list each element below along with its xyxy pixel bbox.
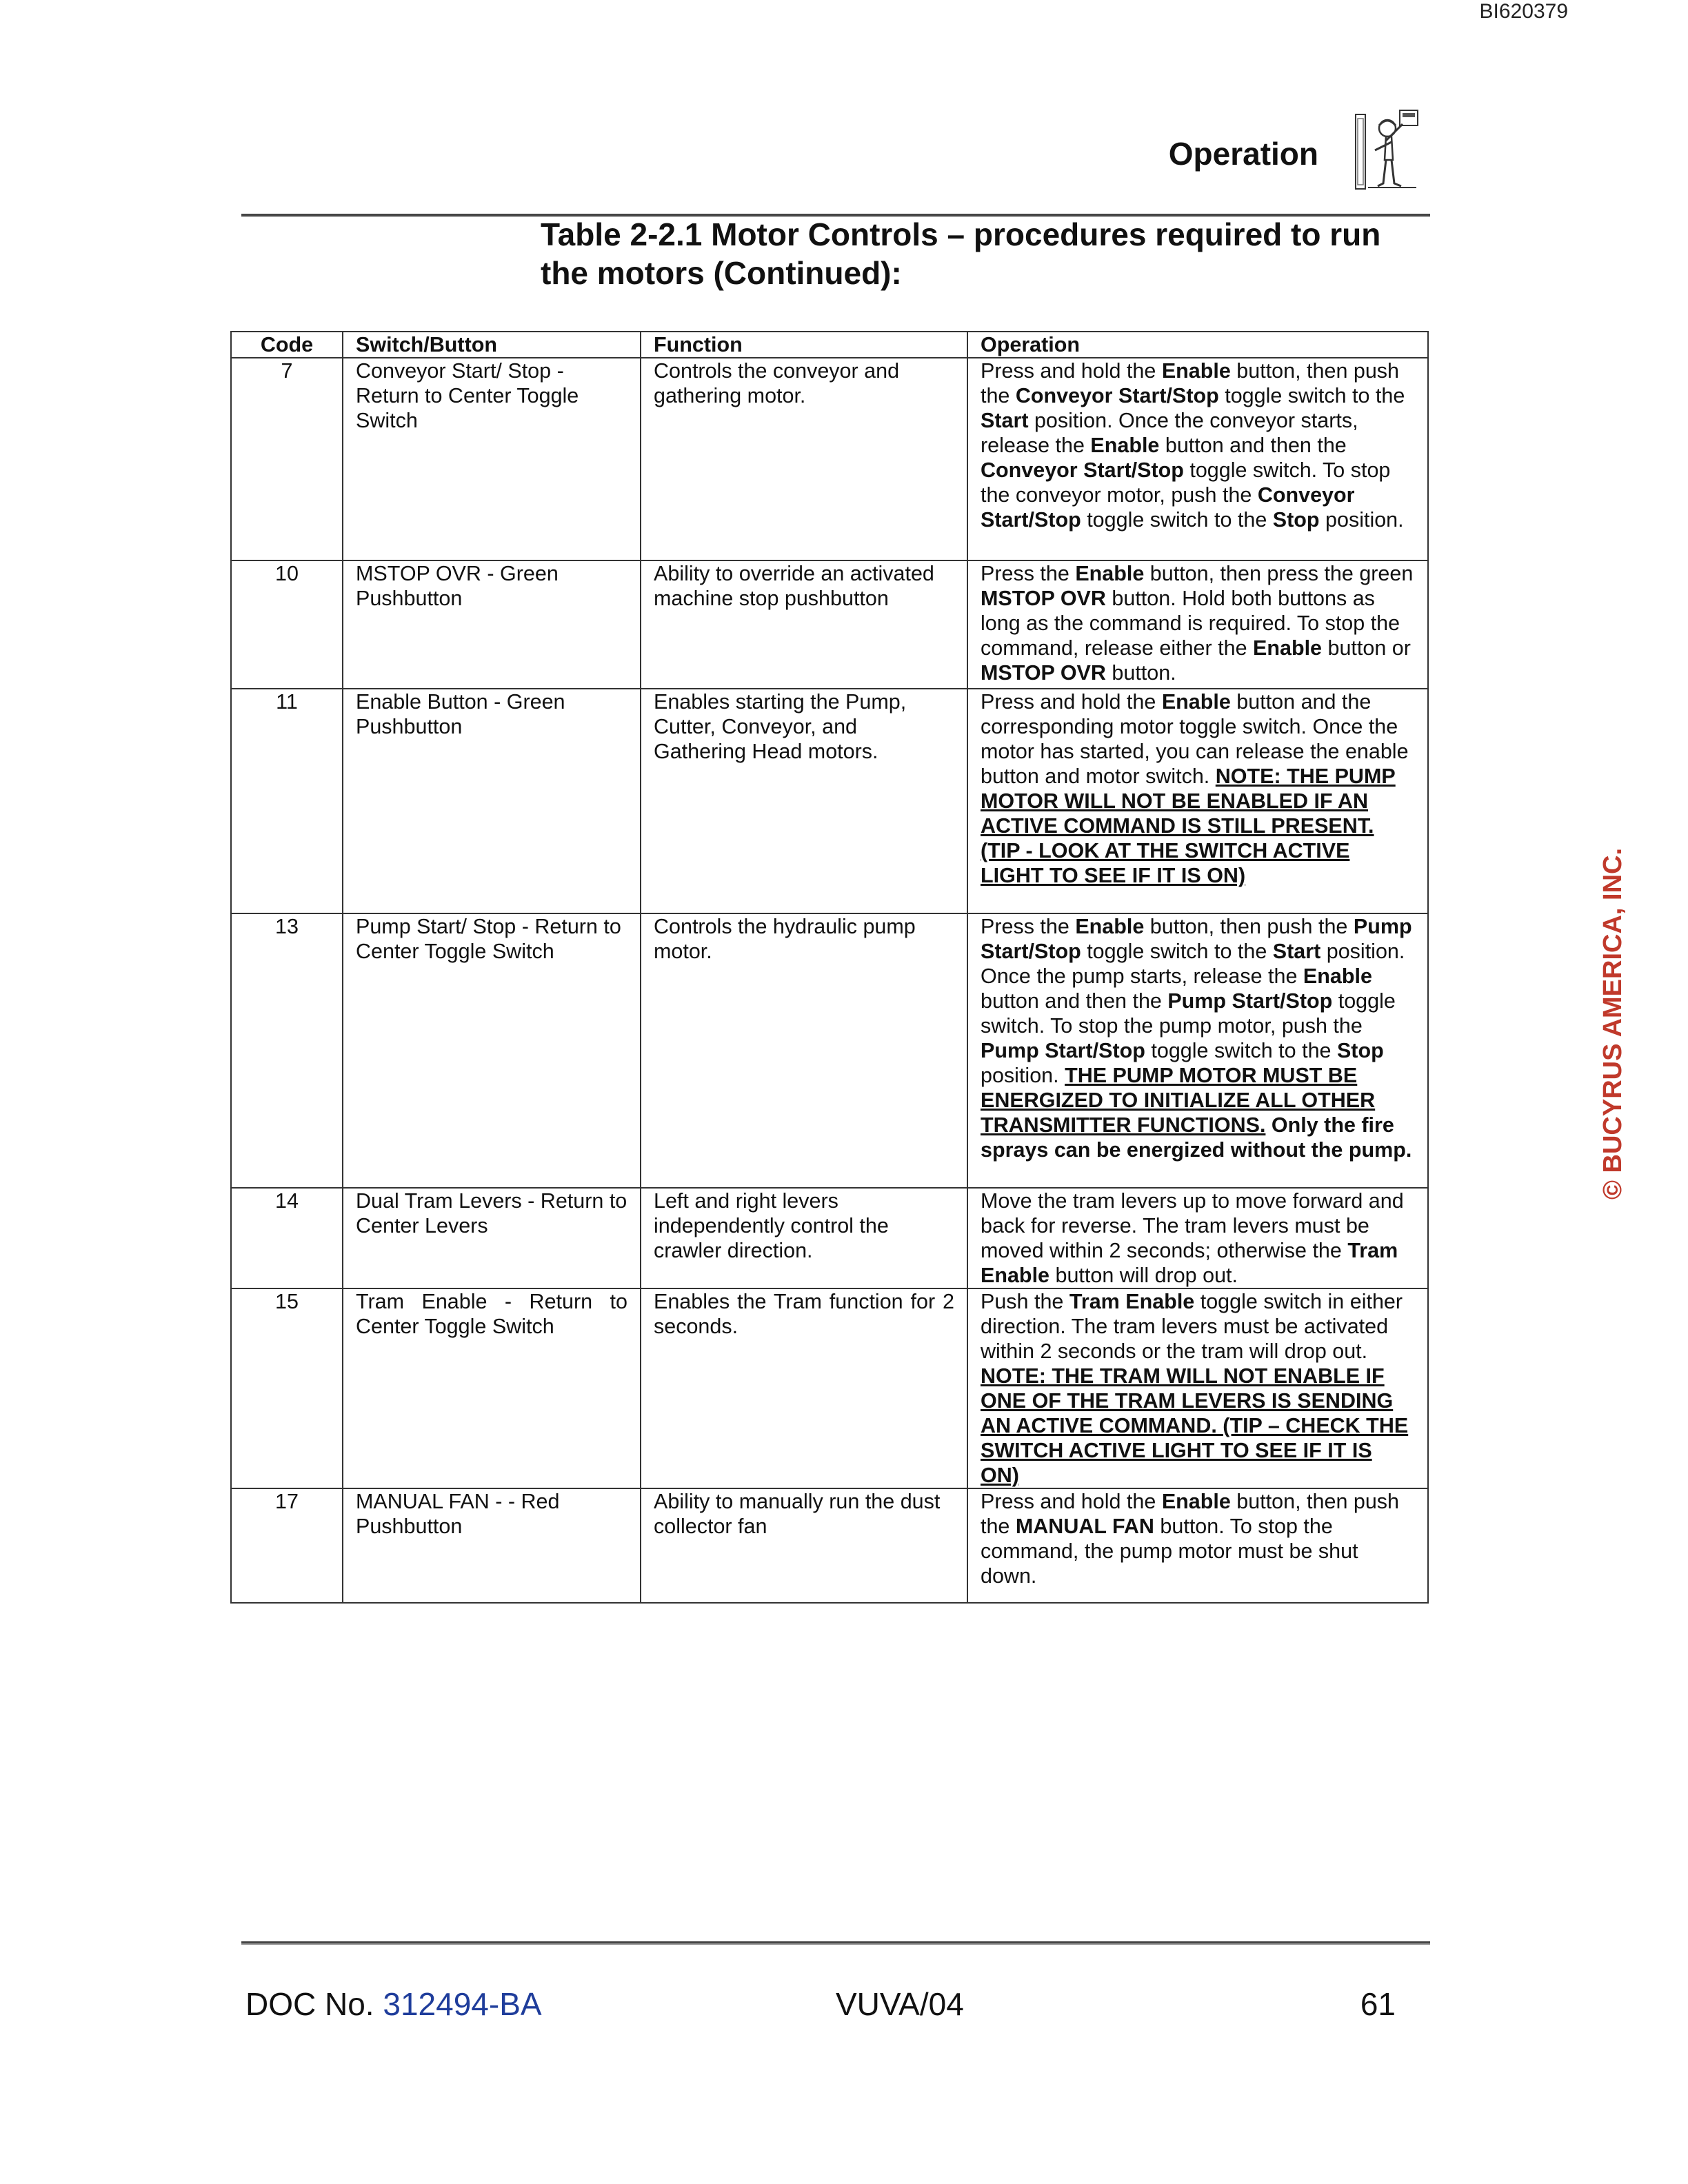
- footer-doc-number-value: 312494-BA: [383, 1986, 542, 2022]
- cell-code: 15: [231, 1288, 343, 1488]
- cell-function: Enables the Tram function for 2 seconds.: [641, 1288, 967, 1488]
- emphasis-text: Conveyor Start/Stop: [1015, 384, 1219, 407]
- table-title-line-1: Table 2-2.1 Motor Controls – procedures required to run: [541, 216, 1381, 252]
- operator-figure-icon: [1354, 108, 1423, 193]
- copyright-notice: © BUCYRUS AMERICA, INC.: [1598, 847, 1627, 1200]
- operation-text: toggle switch. To stop the conveyor motor, push the: [981, 458, 1391, 507]
- operation-text: position. Once the conveyor starts, release the: [981, 409, 1358, 457]
- cell-operation: [967, 560, 1428, 689]
- cell-operation: [967, 1288, 1428, 1488]
- emphasis-text: MANUAL FAN: [1015, 1515, 1154, 1538]
- cell-function: Enables starting the Pump, Cutter, Conveyor, and Gathering Head motors.: [641, 689, 967, 913]
- footer-doc-number: [245, 1985, 542, 2023]
- operation-text: button. To stop the command, the pump motor must be shut down.: [981, 1515, 1358, 1588]
- cell-code: 7: [231, 358, 343, 560]
- cell-switch: Tram Enable - Return to Center Toggle Switch: [343, 1288, 641, 1488]
- cell-code: 17: [231, 1488, 343, 1603]
- table-row: [231, 913, 1428, 1188]
- footer-revision: VUVA/04: [836, 1986, 964, 2022]
- cell-switch: Conveyor Start/ Stop - Return to Center Toggle Switch: [343, 358, 641, 560]
- emphasis-text: MSTOP OVR: [981, 587, 1106, 610]
- cell-switch: Enable Button - Green Pushbutton: [343, 689, 641, 913]
- section-header: Operation: [1168, 136, 1318, 172]
- operation-text: button, then push the: [981, 359, 1400, 407]
- operation-text: Press the: [981, 562, 1076, 585]
- cell-operation: [967, 1188, 1428, 1288]
- footer-doc-prefix: DOC No.: [245, 1986, 383, 2022]
- emphasis-text: Enable: [1090, 434, 1160, 457]
- cell-operation: [967, 1488, 1428, 1603]
- cell-operation: [967, 689, 1428, 913]
- cell-code: 11: [231, 689, 343, 913]
- emphasis-text: Enable: [1075, 562, 1145, 585]
- table-header-row: [231, 332, 1428, 358]
- cell-function: Ability to override an activated machine stop pushbutton: [641, 560, 967, 689]
- table-row: [231, 560, 1428, 689]
- cell-switch: MSTOP OVR - Green Pushbutton: [343, 560, 641, 689]
- table-row: [231, 358, 1428, 560]
- cell-switch: Pump Start/ Stop - Return to Center Toggle Switch: [343, 913, 641, 1188]
- operation-text: button, then push the: [1144, 915, 1354, 938]
- emphasis-text: Enable: [1161, 690, 1231, 714]
- emphasis-text: Tram Enable: [1069, 1290, 1195, 1313]
- emphasis-text: Enable: [1161, 1490, 1231, 1513]
- table-row: [231, 1288, 1428, 1488]
- header-switch: Switch/Button: [343, 332, 641, 358]
- cell-switch: MANUAL FAN - - Red Pushbutton: [343, 1488, 641, 1603]
- emphasis-text: Tram Enable: [981, 1239, 1398, 1287]
- operation-text: button, then press the green: [1144, 562, 1414, 585]
- emphasis-text: Conveyor Start/Stop: [981, 483, 1355, 532]
- operation-text: Press and hold the: [981, 690, 1162, 714]
- emphasis-text: Start: [981, 409, 1029, 432]
- cell-function: Ability to manually run the dust collector fan: [641, 1488, 967, 1603]
- page-number: 61: [1360, 1986, 1396, 2022]
- header-function: Function: [641, 332, 967, 358]
- document-id: BI620379: [1479, 0, 1568, 23]
- emphasis-text: MSTOP OVR: [981, 661, 1106, 685]
- operation-text: toggle switch. To stop the pump motor, push the: [981, 989, 1396, 1038]
- emphasis-text: Enable: [1303, 964, 1372, 988]
- operation-text: Move the tram levers up to move forward and back for reverse. The tram levers must be moved within 2 seconds; otherwise the: [981, 1189, 1404, 1262]
- operation-text: Press the: [981, 915, 1076, 938]
- header-code: Code: [231, 332, 343, 358]
- emphasis-text: Only the fire sprays can be energized without the pump.: [981, 1113, 1412, 1162]
- table-title: [541, 215, 1437, 292]
- operation-text: button. Hold both buttons as long as the command is required. To stop the command, release either the: [981, 587, 1400, 660]
- note-text: NOTE: THE TRAM WILL NOT ENABLE IF ONE OF THE TRAM LEVERS IS SENDING AN ACTIVE COMMAND. (TIP – CHECK THE SWITCH ACTIVE LIGHT TO SEE IF IT IS ON): [981, 1364, 1409, 1487]
- table-row: [231, 1488, 1428, 1603]
- operation-text: position.: [1319, 508, 1404, 532]
- emphasis-text: Pump Start/Stop: [1167, 989, 1333, 1013]
- operation-text: toggle switch to the: [1081, 940, 1273, 963]
- operation-text: button and then the: [981, 989, 1168, 1013]
- emphasis-text: Pump Start/Stop: [981, 915, 1412, 963]
- operation-text: position.: [981, 1064, 1065, 1087]
- cell-switch: Dual Tram Levers - Return to Center Levers: [343, 1188, 641, 1288]
- cell-function: Controls the conveyor and gathering motor.: [641, 358, 967, 560]
- emphasis-text: Enable: [1253, 636, 1323, 660]
- operation-text: Push the: [981, 1290, 1069, 1313]
- emphasis-text: Start: [1272, 940, 1321, 963]
- operation-text: button, then push the: [981, 1490, 1400, 1538]
- cell-function: Left and right levers independently control the crawler direction.: [641, 1188, 967, 1288]
- operation-text: button or: [1322, 636, 1411, 660]
- emphasis-text: Stop: [1336, 1039, 1384, 1062]
- footer-rule: [241, 1941, 1430, 1945]
- operation-text: Press and hold the: [981, 1490, 1162, 1513]
- table-title-line-2: the motors (Continued):: [541, 255, 902, 291]
- cell-code: 14: [231, 1188, 343, 1288]
- operation-text: toggle switch in either direction. The tram levers must be activated within 2 seconds or the tram will drop out.: [981, 1290, 1403, 1363]
- header-operation: Operation: [967, 332, 1428, 358]
- emphasis-text: Enable: [1075, 915, 1145, 938]
- operation-text: toggle switch to the: [1145, 1039, 1337, 1062]
- table-row: [231, 1188, 1428, 1288]
- cell-function: Controls the hydraulic pump motor.: [641, 913, 967, 1188]
- cell-code: 13: [231, 913, 343, 1188]
- table-row: [231, 689, 1428, 913]
- operation-text: Press and hold the: [981, 359, 1162, 383]
- emphasis-text: Stop: [1272, 508, 1320, 532]
- cell-code: 10: [231, 560, 343, 689]
- emphasis-text: Pump Start/Stop: [981, 1039, 1145, 1062]
- operation-text: position. Once the pump starts, release the: [981, 940, 1405, 988]
- emphasis-text: Conveyor Start/Stop: [981, 458, 1184, 482]
- operation-text: toggle switch to the: [1081, 508, 1273, 532]
- cell-operation: [967, 913, 1428, 1188]
- operation-text: button will drop out.: [1049, 1264, 1238, 1287]
- operation-text: button and the corresponding motor toggle switch. Once the motor has started, you can release the enable button and motor switch.: [981, 690, 1409, 788]
- note-text: NOTE: THE PUMP MOTOR WILL NOT BE ENABLED IF AN ACTIVE COMMAND IS STILL PRESENT. (TIP - LOOK AT THE SWITCH ACTIVE LIGHT TO SEE IF IT IS ON): [981, 765, 1396, 887]
- operation-text: button.: [1105, 661, 1176, 685]
- operation-text: button and then the: [1159, 434, 1347, 457]
- motor-controls-table: [230, 331, 1427, 1604]
- cell-operation: [967, 358, 1428, 560]
- operation-text: toggle switch to the: [1218, 384, 1405, 407]
- emphasis-text: Enable: [1161, 359, 1231, 383]
- note-text: THE PUMP MOTOR MUST BE ENERGIZED TO INITIALIZE ALL OTHER TRANSMITTER FUNCTIONS.: [981, 1064, 1376, 1137]
